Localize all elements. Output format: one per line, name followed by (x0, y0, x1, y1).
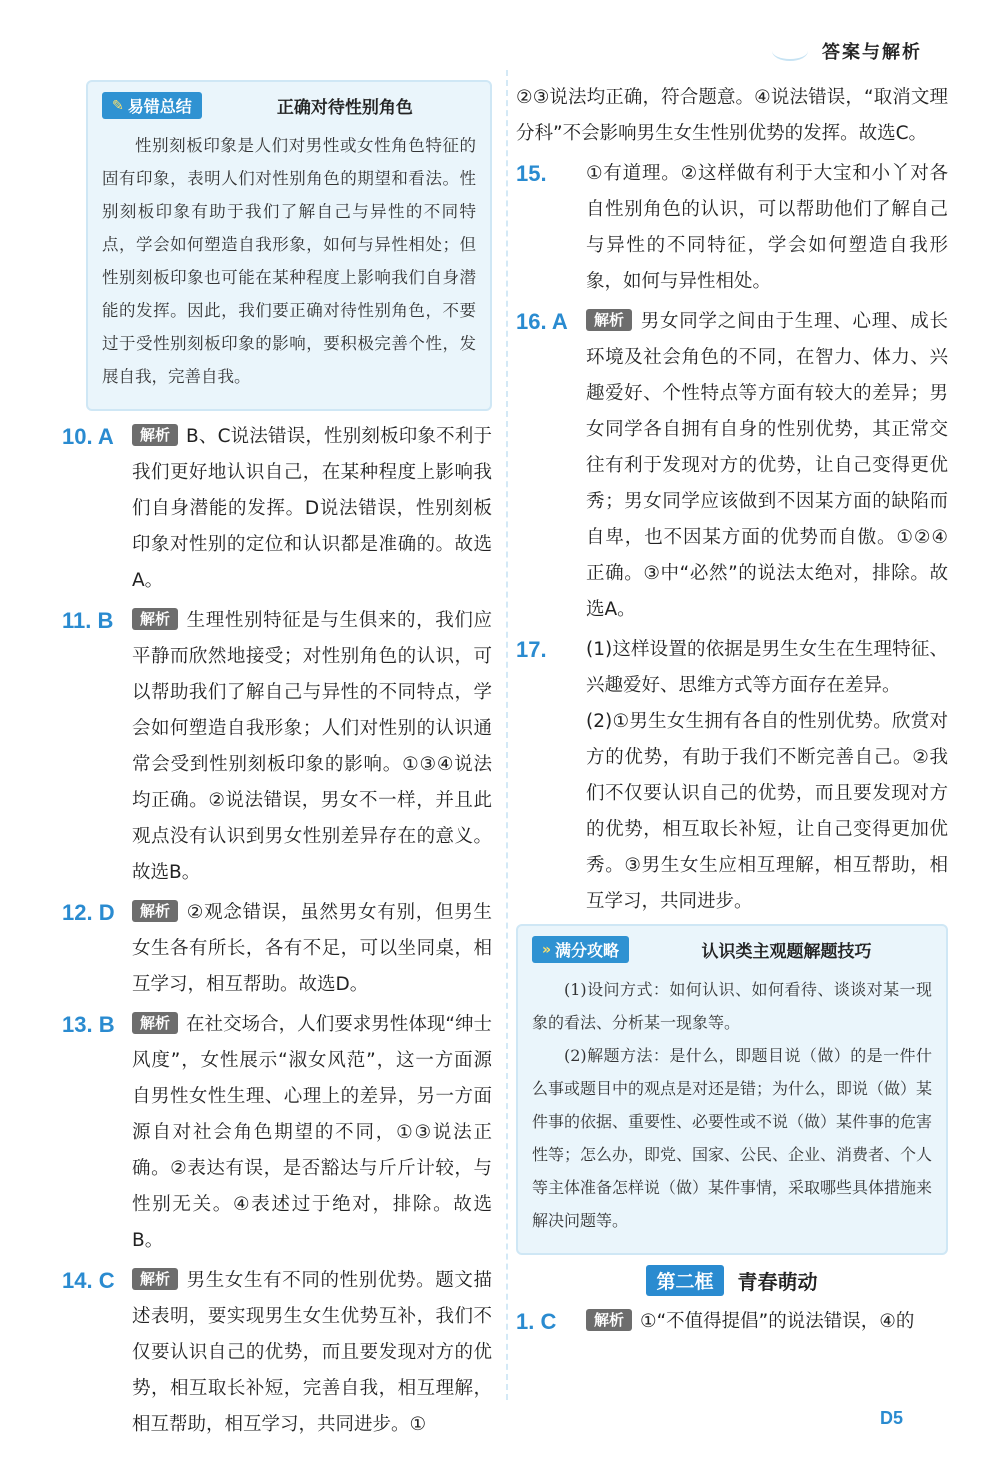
analysis-label: 解析 (586, 309, 632, 331)
header-decoration-icon (772, 41, 808, 61)
answer-item-15 (516, 156, 948, 300)
error-summary-tag: ✎ 易错总结 (102, 92, 202, 119)
answer-text: ①“不值得提倡”的说法错误，④的 (640, 1311, 915, 1332)
answer-item-12 (62, 895, 492, 1003)
answer-number: 12. D (62, 900, 115, 925)
answer-number: 15. (516, 161, 547, 186)
analysis-label: 解析 (132, 900, 178, 922)
bulb-icon: ✎ (112, 97, 124, 114)
error-summary-header (102, 92, 476, 119)
answer-item-13 (62, 1007, 492, 1259)
answer-number: 17. (516, 637, 547, 662)
right-column (516, 80, 948, 1344)
section-tag: 第二框 (646, 1265, 723, 1296)
header-title: 答案与解析 (822, 42, 922, 63)
answer-item-14 (62, 1263, 492, 1443)
answer-number: 16. A (516, 309, 568, 334)
answer-item-1 (516, 1304, 948, 1340)
page-header (772, 38, 922, 64)
answer-number: 14. C (62, 1268, 115, 1293)
answer-text-part2: (2)①男生女生拥有各自的性别优势。欣赏对方的优势，有助于我们不断完善自己。②我们不仅要认识自己的优势，而且要发现对方的优势，相互取长补短，让自己变得更加优秀。③男生女生应相互理解，相互帮助，相互学习，共同进步。 (586, 711, 948, 912)
answer-text: (1)这样设置的依据是男生女生在生理特征、兴趣爱好、思维方式等方面存在差异。 (586, 639, 948, 696)
error-summary-box (86, 80, 492, 411)
error-summary-body: 性别刻板印象是人们对男性或女性角色特征的固有印象，表明人们对性别角色的期望和看法。性别刻板印象有助于我们了解自己与异性的不同特点，学会如何塑造自我形象，如何与异性相处；但性别刻板印象也可能在某种程度上影响我们自身潜能的发挥。因此，我们要正确对待性别角色，不要过于受性别刻板印象的影响，要积极完善个性，发展自我，完善自我。 (102, 136, 476, 386)
page-number: D5 (880, 1408, 904, 1428)
section-heading (516, 1265, 948, 1296)
analysis-label: 解析 (132, 424, 178, 446)
answer-text: 生理性别特征是与生俱来的，我们应平静而欣然地接受；对性别角色的认识，可以帮助我们了解自己与异性的不同特点，学会如何塑造自我形象；人们对性别的认识通常会受到性别刻板印象的影响。①③④说法均正确。②说法错误，男女不一样，并且此观点没有认识到男女性别差异存在的意义。故选B。 (132, 610, 492, 883)
answer-14-continuation: ②③说法均正确，符合题意。④说法错误，“取消文理分科”不会影响男生女生性别优势的发挥。故选C。 (516, 87, 948, 144)
answer-number: 1. C (516, 1309, 557, 1334)
answer-text: ①有道理。②这样做有利于大宝和小丫对各自性别角色的认识，可以帮助他们了解自己与异性的不同特征，学会如何塑造自我形象，如何与异性相处。 (586, 163, 948, 292)
analysis-label: 解析 (132, 1268, 178, 1290)
answer-number: 10. A (62, 424, 114, 449)
answer-item-16 (516, 304, 948, 628)
answer-text: ②观念错误，虽然男女有别，但男生女生各有所长，各有不足，可以坐同桌，相互学习，相互帮助。故选D。 (132, 902, 492, 995)
strategy-para-1: (1)设问方式：如何认识、如何看待、谈谈对某一现象的看法、分析某一现象等。 (532, 980, 932, 1032)
answer-item-17 (516, 632, 948, 920)
column-divider (506, 70, 508, 1400)
answer-number: 13. B (62, 1012, 115, 1037)
chevron-right-icon: » (542, 941, 552, 958)
strategy-header (532, 936, 932, 963)
answer-text: 男生女生有不同的性别优势。题文描述表明，要实现男生女生优势互补，我们不仅要认识自己的优势，而且要发现对方的优势，相互取长补短，完善自我，相互理解，相互帮助，相互学习，共同进步。① (132, 1270, 492, 1435)
left-column (62, 80, 492, 1447)
full-score-strategy-box (516, 924, 948, 1255)
analysis-label: 解析 (132, 1012, 178, 1034)
strategy-para-2: (2)解题方法：是什么，即题目说（做）的是一件什么事或题目中的观点是对还是错；为什么，即说（做）某件事的依据、重要性、必要性或不说（做）某件事的危害性等；怎么办，即党、国家、公民、企业、消费者、个人等主体准备怎样说（做）某件事情，采取哪些具体措施来解决问题等。 (532, 1046, 933, 1230)
strategy-title: 认识类主观题解题技巧 (701, 942, 872, 962)
strategy-tag: » 满分攻略 (532, 936, 629, 963)
analysis-label: 解析 (132, 608, 178, 630)
section-title: 青春萌动 (737, 1270, 818, 1294)
error-summary-title: 正确对待性别角色 (276, 98, 413, 118)
answer-text: B、C说法错误，性别刻板印象不利于我们更好地认识自己，在某种程度上影响我们自身潜能的发挥。D说法错误，性别刻板印象对性别的定位和认识都是准确的。故选A。 (132, 426, 492, 591)
analysis-label: 解析 (586, 1309, 632, 1331)
answer-text: 在社交场合，人们要求男性体现“绅士风度”，女性展示“淑女风范”，这一方面源自男性女性生理、心理上的差异，另一方面源自对社会角色期望的不同，①③说法正确。②表达有误，是否豁达与斤斤计较，与性别无关。④表述过于绝对，排除。故选B。 (132, 1014, 492, 1251)
answer-item-10 (62, 419, 492, 599)
answer-number: 11. B (62, 608, 114, 633)
answer-item-11 (62, 603, 492, 891)
answer-text: 男女同学之间由于生理、心理、成长环境及社会角色的不同，在智力、体力、兴趣爱好、个性特点等方面有较大的差异；男女同学各自拥有自身的性别优势，其正常交往有利于发现对方的优势，让自己变得更优秀；男女同学应该做到不因某方面的缺陷而自卑，也不因某方面的优势而自傲。①②④正确。③中“必然”的说法太绝对，排除。故选A。 (586, 311, 948, 620)
